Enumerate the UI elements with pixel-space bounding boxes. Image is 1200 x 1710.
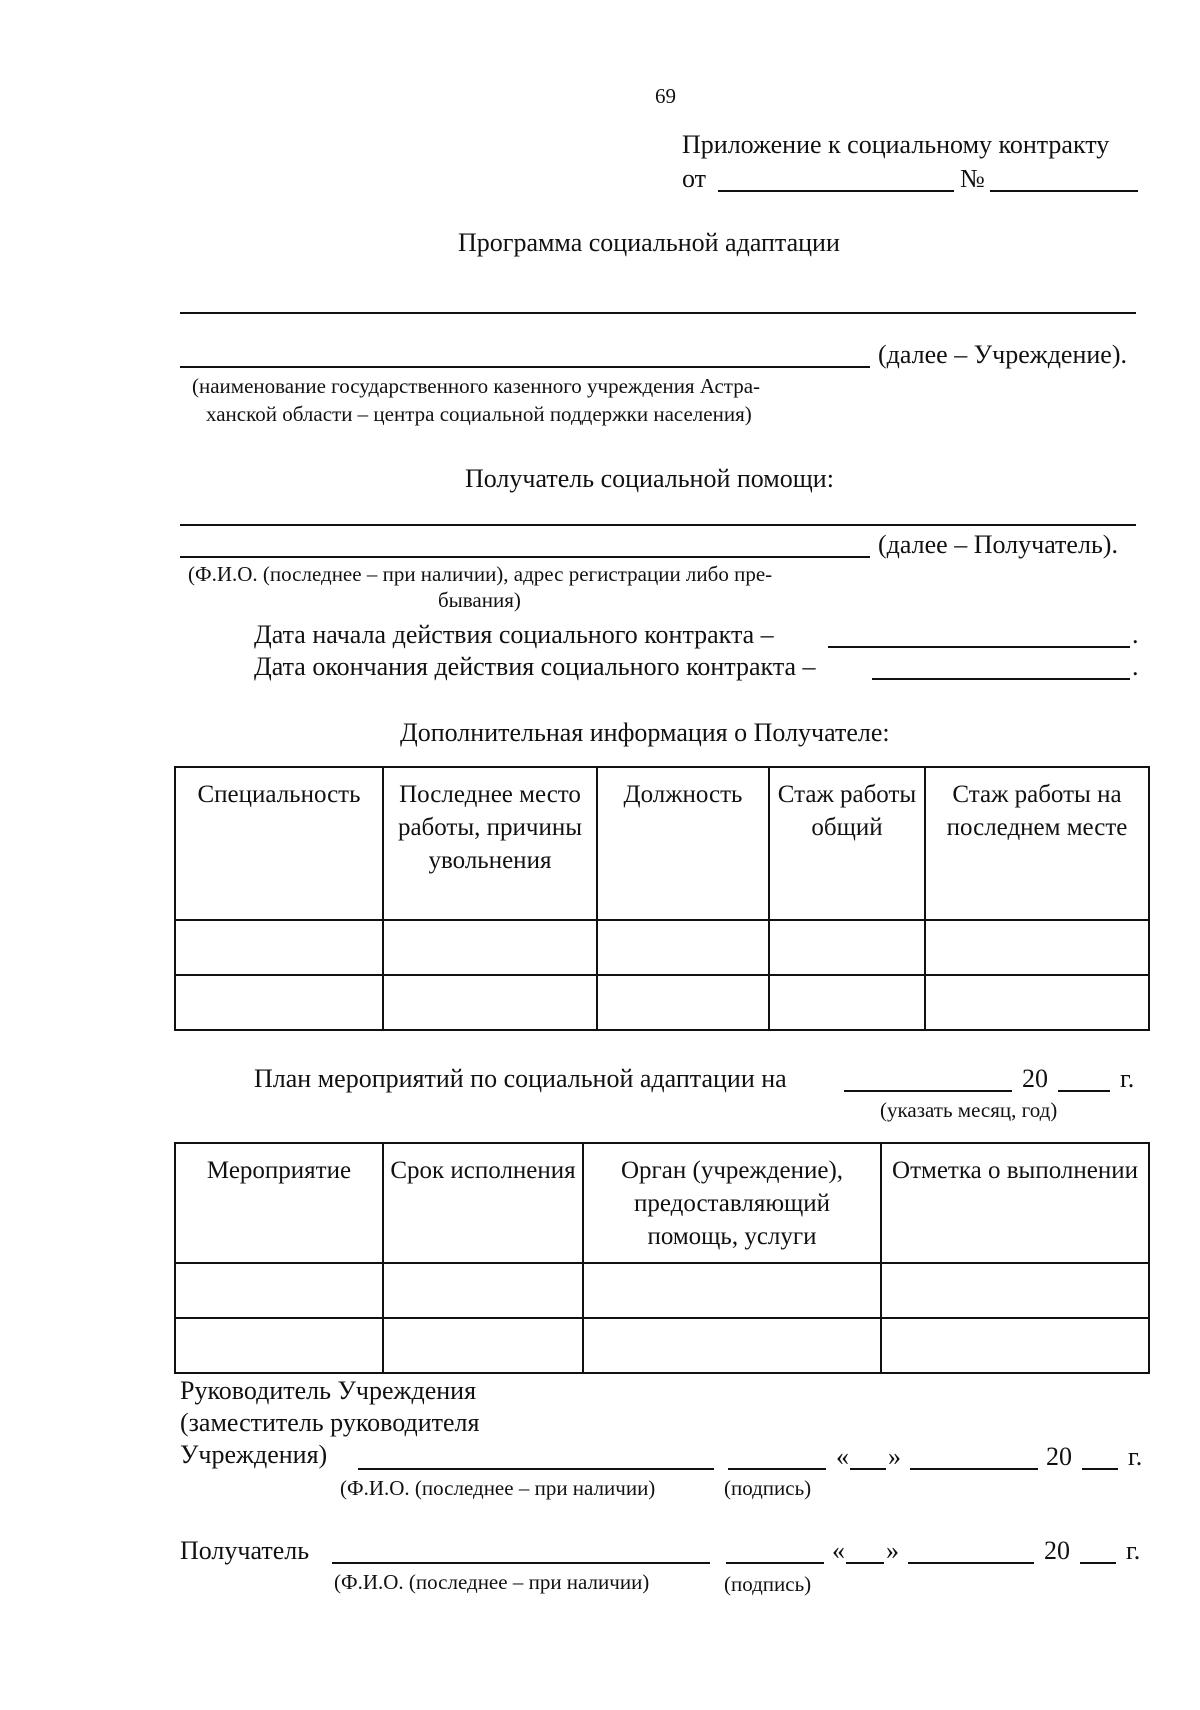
recipient-fio-field[interactable] (332, 1562, 710, 1564)
head-title-3: Учреждения) (180, 1440, 328, 1469)
table-cell[interactable] (383, 1263, 583, 1318)
recipient-month-field[interactable] (908, 1562, 1034, 1564)
table-cell[interactable] (583, 1318, 881, 1373)
contract-number-field[interactable] (990, 190, 1138, 192)
head-year-suffix: г. (1128, 1442, 1143, 1471)
table-row (175, 975, 1149, 1030)
recipient-heading: Получатель социальной помощи: (465, 464, 834, 493)
table-cell[interactable] (769, 920, 925, 975)
table-cell[interactable] (583, 1263, 881, 1318)
institution-suffix: (далее – Учреждение). (878, 340, 1127, 369)
start-date-label: Дата начала действия социального контракта – (254, 620, 774, 649)
appendix-title: Приложение к социальному контракту (682, 130, 1110, 159)
recipient-signature-field[interactable] (726, 1562, 824, 1564)
page-number: 69 (655, 84, 676, 108)
recipient-signature-label: Получатель (180, 1536, 310, 1565)
end-date-field[interactable] (872, 678, 1130, 680)
recipient-caption-2: бывания) (438, 588, 521, 612)
table-cell[interactable] (597, 920, 769, 975)
recipient-field-line-2[interactable] (180, 556, 870, 558)
end-date-label: Дата окончания действия социального контракта – (254, 652, 816, 681)
table-row (175, 1318, 1149, 1373)
col-last-workplace: Последнее место работы, причины увольнения (383, 767, 597, 920)
start-date-terminator: . (1132, 620, 1139, 649)
recipient-year-suffix: г. (1126, 1536, 1141, 1565)
number-label: № (960, 164, 985, 193)
plan-caption: (указать месяц, год) (880, 1098, 1058, 1122)
recipient-fio-caption: (Ф.И.О. (последнее – при наличии) (334, 1570, 650, 1594)
institution-caption-2: ханской области – центра социальной поддержки населения) (206, 402, 752, 426)
plan-header-row (175, 1143, 1149, 1263)
additional-info-heading: Дополнительная информация о Получателе: (400, 718, 890, 747)
head-signature-caption: (подпись) (724, 1476, 812, 1500)
recipient-day-field[interactable] (846, 1562, 884, 1564)
table-cell[interactable] (881, 1318, 1149, 1373)
col-completion-mark: Отметка о выполнении (881, 1143, 1149, 1263)
col-specialty: Специальность (175, 767, 383, 920)
col-position: Должность (597, 767, 769, 920)
recipient-quote-close: » (886, 1536, 899, 1565)
recipient-field-line-1[interactable] (180, 524, 1136, 526)
plan-month-field[interactable] (844, 1090, 1012, 1092)
program-title: Программа социальной адаптации (458, 228, 840, 257)
head-month-field[interactable] (910, 1468, 1038, 1470)
col-total-experience: Стаж работы общий (769, 767, 925, 920)
col-deadline: Срок исполнения (383, 1143, 583, 1263)
head-year-field[interactable] (1082, 1468, 1118, 1470)
recipient-year-prefix: 20 (1044, 1536, 1070, 1565)
col-last-place-experience: Стаж работы на последнем месте (925, 767, 1149, 920)
recipient-caption-1: (Ф.И.О. (последнее – при наличии), адрес регистрации либо пре- (188, 562, 773, 586)
head-fio-caption: (Ф.И.О. (последнее – при наличии) (340, 1476, 656, 1500)
additional-info-table (174, 766, 1150, 1031)
table-cell[interactable] (175, 975, 383, 1030)
head-quote-close: » (888, 1442, 901, 1471)
col-authority: Орган (учреждение), предоставляющий помощь, услуги (583, 1143, 881, 1263)
recipient-signature-caption: (подпись) (724, 1572, 812, 1596)
plan-year-suffix: г. (1120, 1064, 1135, 1093)
col-activity: Мероприятие (175, 1143, 383, 1263)
plan-table (174, 1142, 1150, 1374)
head-day-field[interactable] (850, 1468, 886, 1470)
table-row (175, 1263, 1149, 1318)
plan-year-prefix: 20 (1022, 1064, 1048, 1093)
additional-info-header-row (175, 767, 1149, 920)
table-cell[interactable] (383, 1318, 583, 1373)
table-cell[interactable] (881, 1263, 1149, 1318)
table-cell[interactable] (383, 920, 597, 975)
recipient-suffix: (далее – Получатель). (878, 530, 1118, 559)
table-cell[interactable] (175, 1263, 383, 1318)
contract-date-field[interactable] (718, 190, 954, 192)
institution-caption-1: (наименование государственного казенного учреждения Астра- (192, 374, 761, 398)
table-cell[interactable] (175, 1318, 383, 1373)
head-year-prefix: 20 (1046, 1442, 1072, 1471)
head-signature-field[interactable] (728, 1468, 826, 1470)
start-date-field[interactable] (828, 646, 1130, 648)
table-cell[interactable] (383, 975, 597, 1030)
head-title-2: (заместитель руководителя (180, 1408, 480, 1437)
end-date-terminator: . (1132, 652, 1139, 681)
plan-year-field[interactable] (1058, 1090, 1110, 1092)
recipient-quote-open: « (832, 1536, 845, 1565)
head-fio-field[interactable] (358, 1468, 714, 1470)
table-cell[interactable] (597, 975, 769, 1030)
institution-field-line-1[interactable] (180, 312, 1136, 314)
plan-heading: План мероприятий по социальной адаптации на (254, 1064, 787, 1093)
recipient-year-field[interactable] (1080, 1562, 1116, 1564)
table-cell[interactable] (769, 975, 925, 1030)
table-row (175, 920, 1149, 975)
table-cell[interactable] (925, 920, 1149, 975)
institution-field-line-2[interactable] (180, 366, 870, 368)
table-cell[interactable] (175, 920, 383, 975)
head-title-1: Руководитель Учреждения (180, 1376, 477, 1405)
head-quote-open: « (836, 1442, 849, 1471)
from-label: от (682, 164, 707, 193)
table-cell[interactable] (925, 975, 1149, 1030)
